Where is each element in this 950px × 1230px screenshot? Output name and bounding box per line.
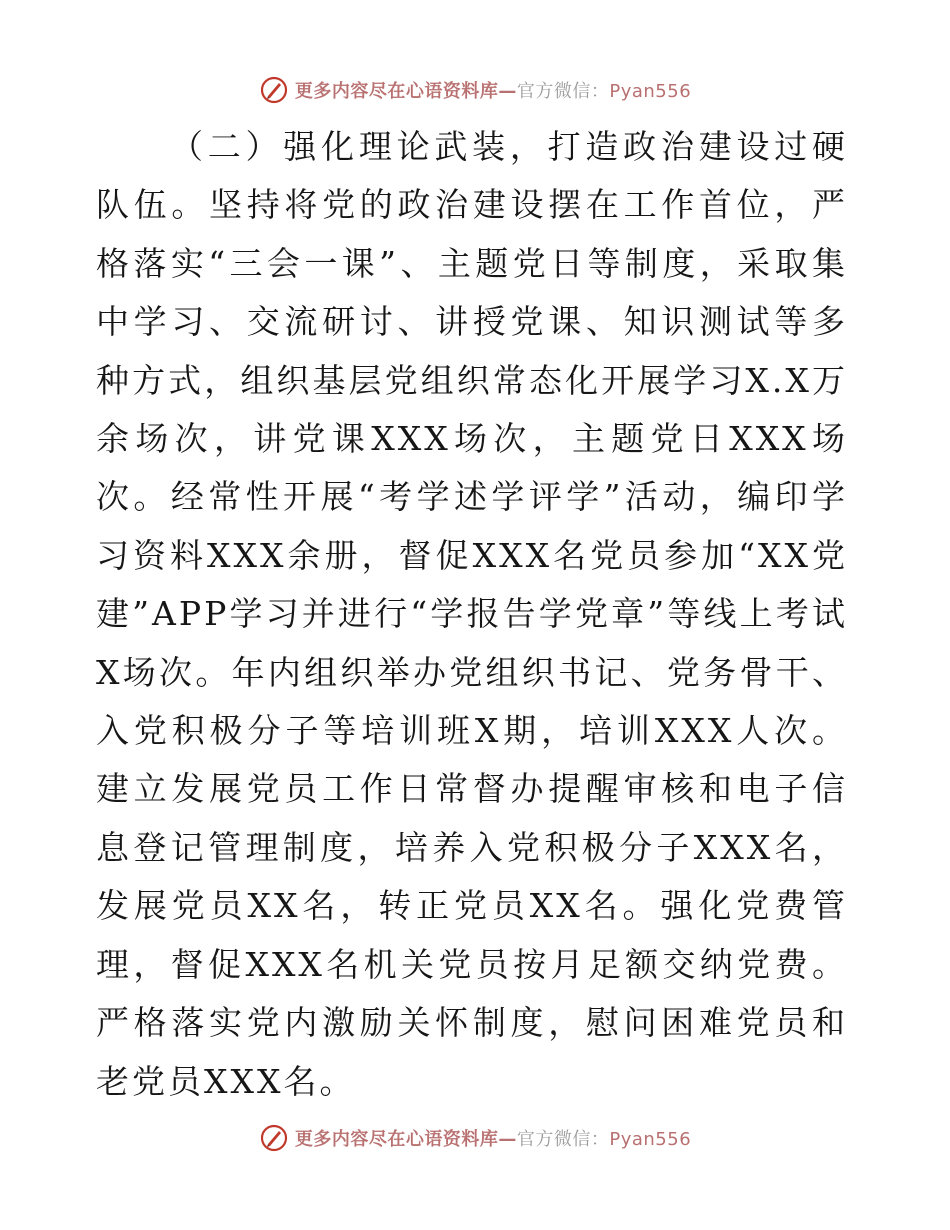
- header-watermark: [0, 72, 950, 108]
- watermark-main: 更多内容尽在心语资料库: [294, 81, 499, 102]
- watermark-text: [295, 77, 691, 103]
- watermark-separator: —: [498, 81, 517, 102]
- watermark-text: [295, 1125, 691, 1151]
- watermark-label: 官方微信：: [516, 1129, 610, 1150]
- quill-logo-icon: [259, 1123, 289, 1153]
- watermark-id: Pyan556: [609, 81, 692, 102]
- watermark-separator: —: [498, 1129, 517, 1150]
- quill-logo-icon: [259, 75, 289, 105]
- footer-watermark: [0, 1120, 950, 1156]
- body-paragraph: （二）强化理论武装，打造政治建设过硬队伍。坚持将党的政治建设摆在工作首位，严格落实“三会一课”、主题党日等制度，采取集中学习、交流研讨、讲授党课、知识测试等多种方式，组织基层党组织常态化开展学习X.X万余场次，讲党课XXX场次，主题党日XXX场次。经常性开展“考学述学评学”活动，编印学习资料XXX余册，督促XXX名党员参加“XX党建”APP学习并进行“学报告学党章”等线上考试X场次。年内组织举办党组织书记、党务骨干、入党积极分子等培训班X期，培训XXX人次。建立发展党员工作日常督办提醒审核和电子信息登记管理制度，培养入党积极分子XXX名，发展党员XX名，转正党员XX名。强化党费管理，督促XXX名机关党员按月足额交纳党费。严格落实党内激励关怀制度，慰问困难党员和老党员XXX名。: [96, 127, 848, 1101]
- watermark-id: Pyan556: [609, 1129, 692, 1150]
- watermark-main: 更多内容尽在心语资料库: [294, 1129, 499, 1150]
- watermark-label: 官方微信：: [516, 81, 610, 102]
